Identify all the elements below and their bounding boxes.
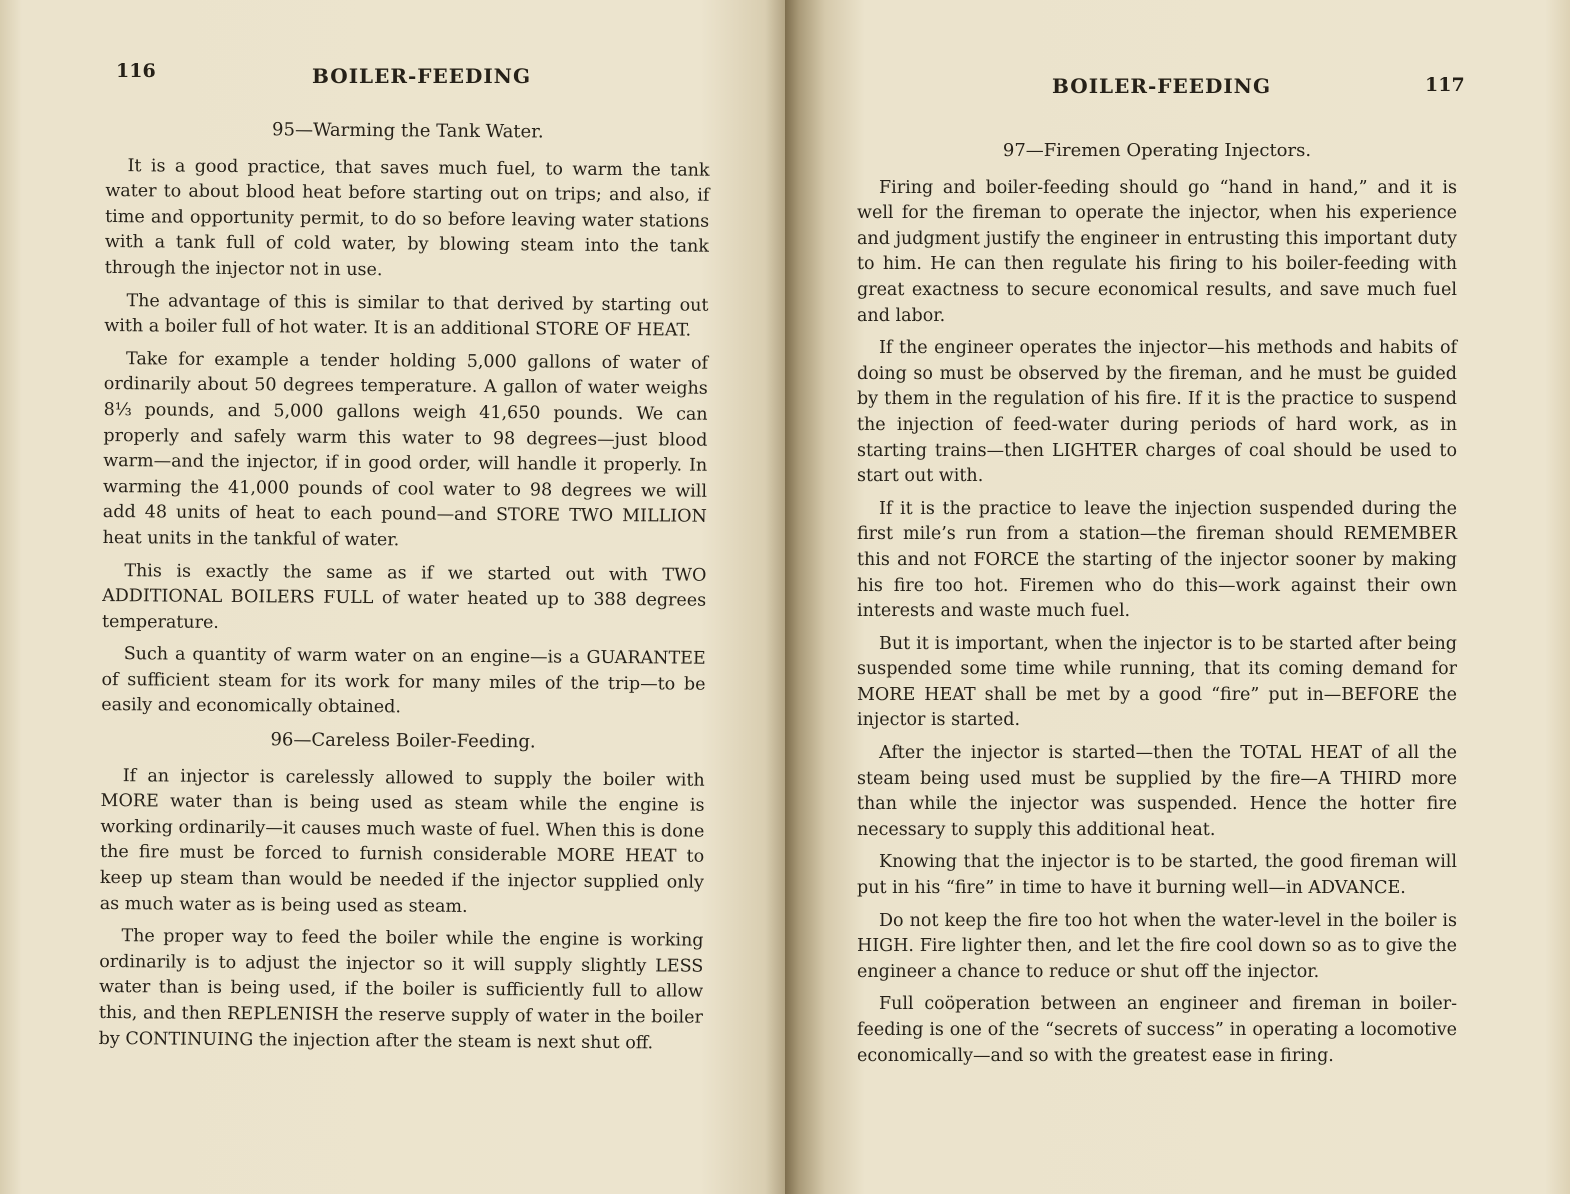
paragraph: Full coöperation between an engineer and fireman in boiler-feeding is one of the “secrets of success” in operating a locomotive economically—and so with the greatest ease in firing. xyxy=(857,994,1457,1066)
paragraph: Firing and boiler-feeding should go “hand in hand,” and it is well for the fireman to operate the injector, when his experience and judgment justify the engineer in entrusting this important duty to him. He can then regulate his firing to his boiler-feeding with great exactness to secure economical results, and save much fuel and labor. xyxy=(857,177,1457,326)
paragraph: Do not keep the fire too hot when the water-level in the boiler is HIGH. Fire lighter then, and let the fire cool down so as to give the engineer a chance to reduce or shut off the injector. xyxy=(857,910,1457,982)
section-heading: 97—Firemen Operating Injectors. xyxy=(1002,140,1312,161)
paragraph: After the injector is started—then the TOTAL HEAT of all the steam being used must be supplied by the fire—A THIRD more than while the injector was suspended. Hence the hotter fire necessary to supply this additional heat. xyxy=(857,743,1457,840)
section-heading: 96—Careless Boiler-Feeding. xyxy=(270,729,536,753)
paragraph: Knowing that the injector is to be started, the good fireman will put in his “fire” in time to have it burning well—in ADVANCE. xyxy=(857,852,1457,899)
page-number: 117 xyxy=(1425,74,1465,96)
page-body xyxy=(99,110,710,1064)
section-heading: 95—Warming the Tank Water. xyxy=(272,119,544,143)
paragraph: But it is important, when the injector is to be started after being suspended some time while running, that its coming demand for MORE HEAT shall be met by a good “fire” put in—BEFORE the injector is started. xyxy=(857,633,1457,731)
right-page xyxy=(785,0,1570,1194)
paragraph: This is exactly the same as if we started out with TWO ADDITIONAL BOILERS FULL of water heated up to 388 degrees temperature. xyxy=(101,560,707,633)
paragraph: The proper way to feed the boiler while the engine is working ordinarily is to adjust the injector so it will supply slightly LESS water than is being used, if the boiler is sufficiently full to allow this, and then REPLENISH the reserve supply of water in the boiler by CONTINUING the injection after the steam is next shut off. xyxy=(98,926,704,1053)
page-number: 116 xyxy=(116,60,156,82)
paragraph: If it is the practice to leave the injection suspended during the first mile’s run from a station—the fireman should REMEMBER this and not FORCE the starting of the injector sooner by making his fire too hot. Firemen who do this—work against their own interests and waste much fuel. xyxy=(857,498,1457,622)
paragraph: The advantage of this is similar to that derived by starting out with a boiler full of hot water. It is an additional STORE OF HEAT. xyxy=(104,290,709,341)
paragraph: It is a good practice, that saves much fuel, to warm the tank water to about blood heat before starting out on trips; and also, if time and opportunity permit, to do so before leaving water stations with a tank full of cold water, by blowing steam into the tank through the injector not in use. xyxy=(104,155,710,281)
paragraph: If the engineer operates the injector—his methods and habits of doing so must be observed by the fireman, and he must be guided by them in the regulation of his fire. If it is the practice to suspend the injection of feed-water during periods of hard work, as in starting trains—then LIGHTER charges of coal should be used to start out with. xyxy=(857,338,1457,487)
paragraph: If an injector is carelessly allowed to supply the boiler with MORE water than is being used as steam while the engine is working ordinarily—it causes much waste of fuel. When this is done the fire must be forced to furnish considerable MORE HEAT to keep up steam than would be needed if the injector supplied only as much water as is being used as steam. xyxy=(99,765,705,917)
paragraph: Such a quantity of warm water on an engine—is a GUARANTEE of sufficient steam for its work for many miles of the trip—to be easily and economically obtained. xyxy=(101,644,706,718)
running-head: BOILER-FEEDING xyxy=(1052,74,1272,98)
page-body xyxy=(857,132,1457,1076)
paragraph: Take for example a tender holding 5,000 gallons of water of ordinarily about 50 degrees temperature. A gallon of water weighs 8⅓ pounds, and 5,000 gallons weigh 41,650 pounds. We can properly and safely warm this water to 98 degrees—just blood warm—and the injector, if in good order, will handle it properly. In warming the 41,000 pounds of cool water to 98 degrees we will add 48 units of heat to each pound—and STORE TWO MILLION heat units in the tankful of water. xyxy=(102,348,709,551)
running-head: BOILER-FEEDING xyxy=(312,64,532,88)
